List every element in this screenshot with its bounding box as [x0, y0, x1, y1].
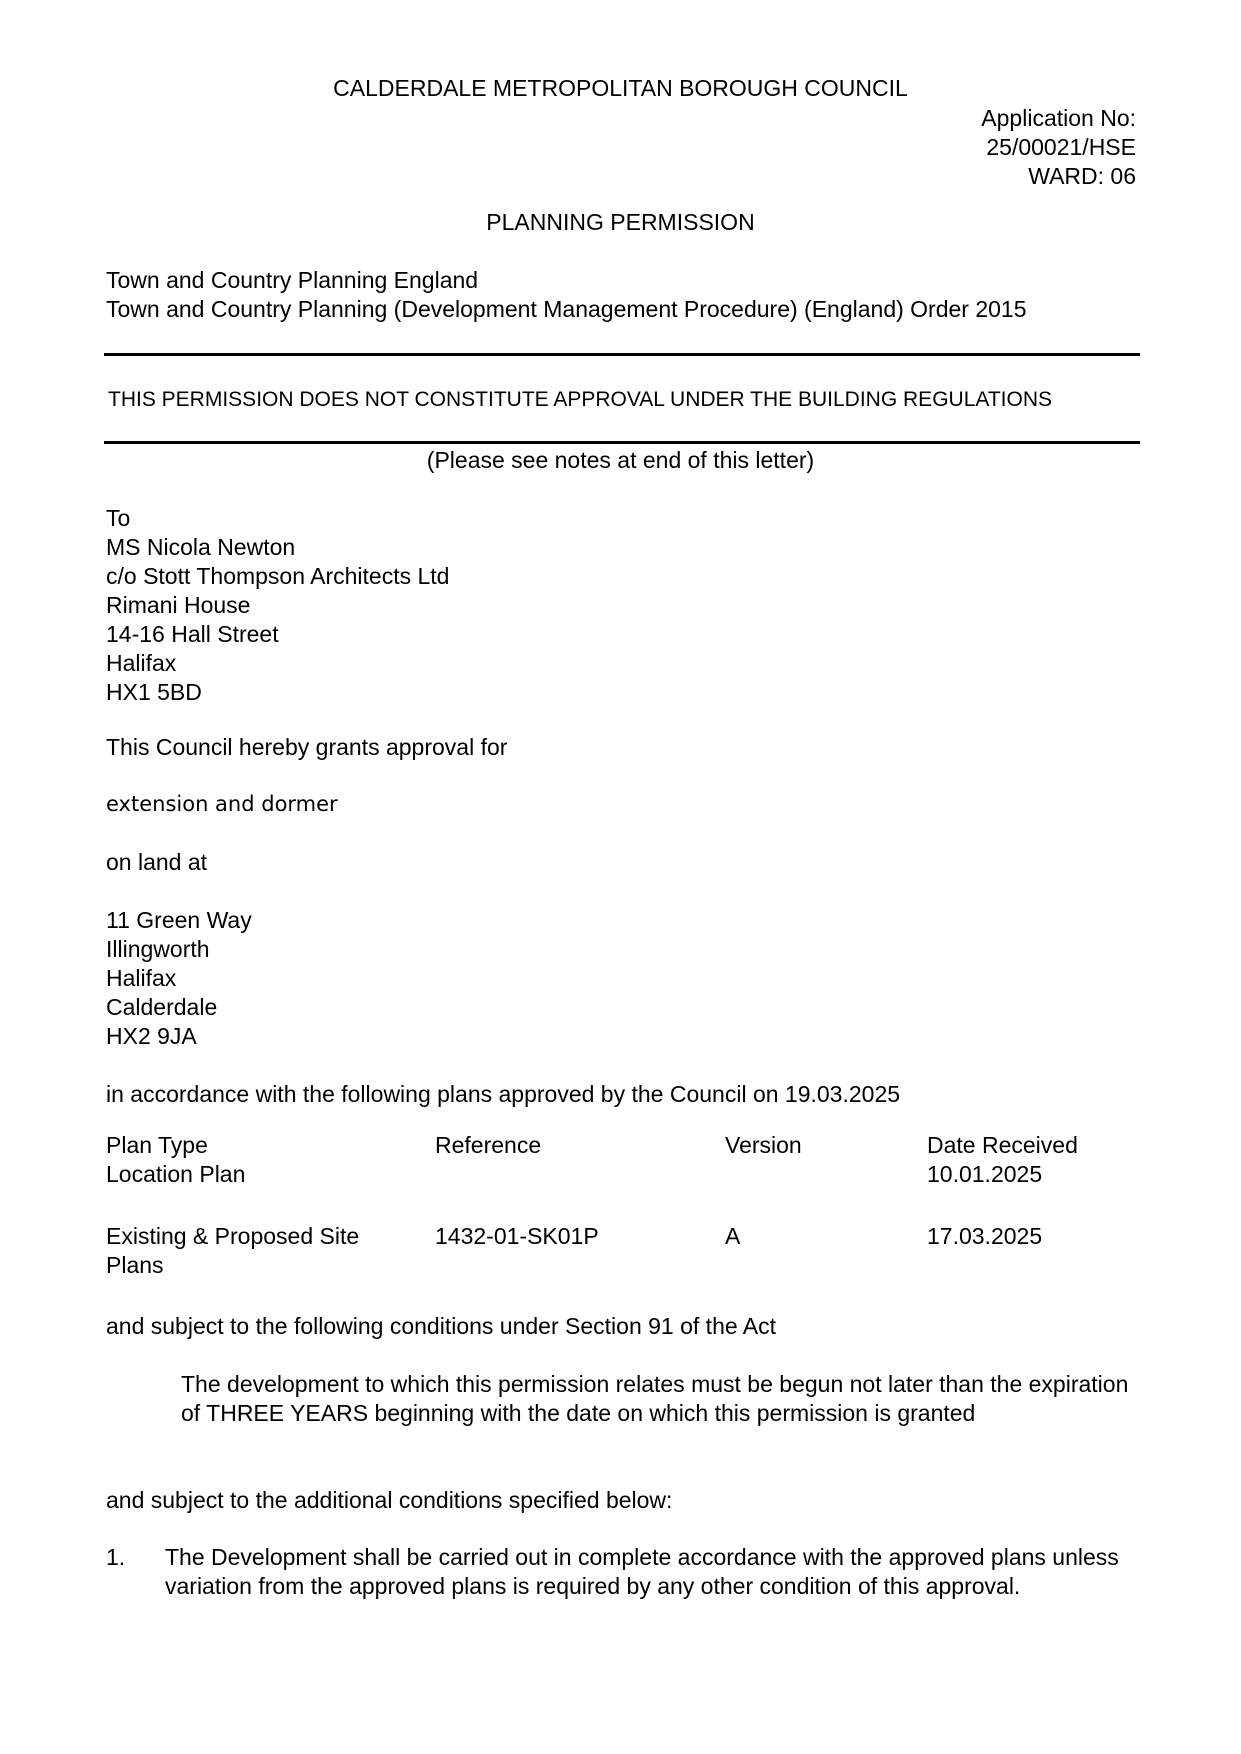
- time-limit-condition: The development to which this permission relates must be begun not later than the expiration of THREE YEARS beginning with the date on which this permission is granted: [181, 1371, 1129, 1426]
- site-address-line: HX2 9JA: [106, 1023, 197, 1049]
- site-address: [106, 906, 252, 1051]
- additional-conditions-intro: and subject to the additional conditions specified below:: [106, 1487, 673, 1513]
- site-address-line: 11 Green Way: [106, 907, 252, 933]
- divider: [104, 353, 1140, 356]
- table-spacer: [106, 1189, 1146, 1222]
- column-header: Version: [725, 1132, 802, 1158]
- application-label: Application No:: [981, 105, 1136, 131]
- approved-plans-table: [106, 1131, 1146, 1280]
- recipient-line: Halifax: [106, 650, 177, 676]
- divider: [104, 441, 1140, 444]
- table-row: [106, 1222, 1146, 1280]
- grant-statement: This Council hereby grants approval for: [106, 734, 508, 760]
- land-statement: on land at: [106, 849, 208, 875]
- table-row: [106, 1160, 1146, 1189]
- to-label: To: [106, 505, 131, 531]
- application-number: 25/00021/HSE: [986, 134, 1136, 160]
- plan-type-cell: Location Plan: [106, 1161, 246, 1187]
- document-title: PLANNING PERMISSION: [486, 209, 755, 235]
- version-cell: [725, 1160, 927, 1189]
- council-name: CALDERDALE METROPOLITAN BOROUGH COUNCIL: [333, 75, 908, 101]
- plan-type-cell: Existing & Proposed Site Plans: [106, 1223, 360, 1278]
- site-address-line: Calderdale: [106, 994, 218, 1020]
- ward-number: WARD: 06: [1028, 163, 1136, 189]
- recipient-line: 14-16 Hall Street: [106, 621, 279, 647]
- column-header: Date Received: [927, 1132, 1078, 1158]
- act-line: Town and Country Planning England: [106, 267, 479, 293]
- column-header: Reference: [435, 1132, 542, 1158]
- site-address-line: Halifax: [106, 965, 177, 991]
- version-cell: A: [725, 1223, 741, 1249]
- recipient-postcode: HX1 5BD: [106, 679, 202, 705]
- site-address-line: Illingworth: [106, 936, 210, 962]
- section-91-statement: and subject to the following conditions under Section 91 of the Act: [106, 1313, 776, 1339]
- recipient-name: MS Nicola Newton: [106, 534, 296, 560]
- column-header: Plan Type: [106, 1132, 208, 1158]
- proposal-description: extension and dormer: [106, 792, 338, 816]
- act-line: Town and Country Planning (Development Management Procedure) (England) Order 2015: [106, 296, 1027, 322]
- reference-cell: 1432-01-SK01P: [435, 1223, 599, 1249]
- see-notes-text: (Please see notes at end of this letter): [426, 447, 815, 473]
- legislation-block: [106, 266, 1027, 324]
- recipient-line: c/o Stott Thompson Architects Ltd: [106, 563, 450, 589]
- condition-text: The Development shall be carried out in complete accordance with the approved plans unless variation from the approved plans is required by any other condition of this approval.: [165, 1544, 1119, 1599]
- date-received-cell: 10.01.2025: [927, 1161, 1043, 1187]
- recipient-address: [106, 504, 449, 707]
- plans-intro: in accordance with the following plans approved by the Council on 19.03.2025: [106, 1081, 901, 1107]
- building-regulations-notice: THIS PERMISSION DOES NOT CONSTITUTE APPROVAL UNDER THE BUILDING REGULATIONS: [108, 388, 1052, 411]
- recipient-line: Rimani House: [106, 592, 251, 618]
- application-reference-block: [981, 104, 1136, 191]
- reference-cell: [435, 1160, 725, 1189]
- table-header-row: [106, 1131, 1146, 1160]
- date-received-cell: 17.03.2025: [927, 1223, 1043, 1249]
- condition-number: 1.: [106, 1544, 126, 1570]
